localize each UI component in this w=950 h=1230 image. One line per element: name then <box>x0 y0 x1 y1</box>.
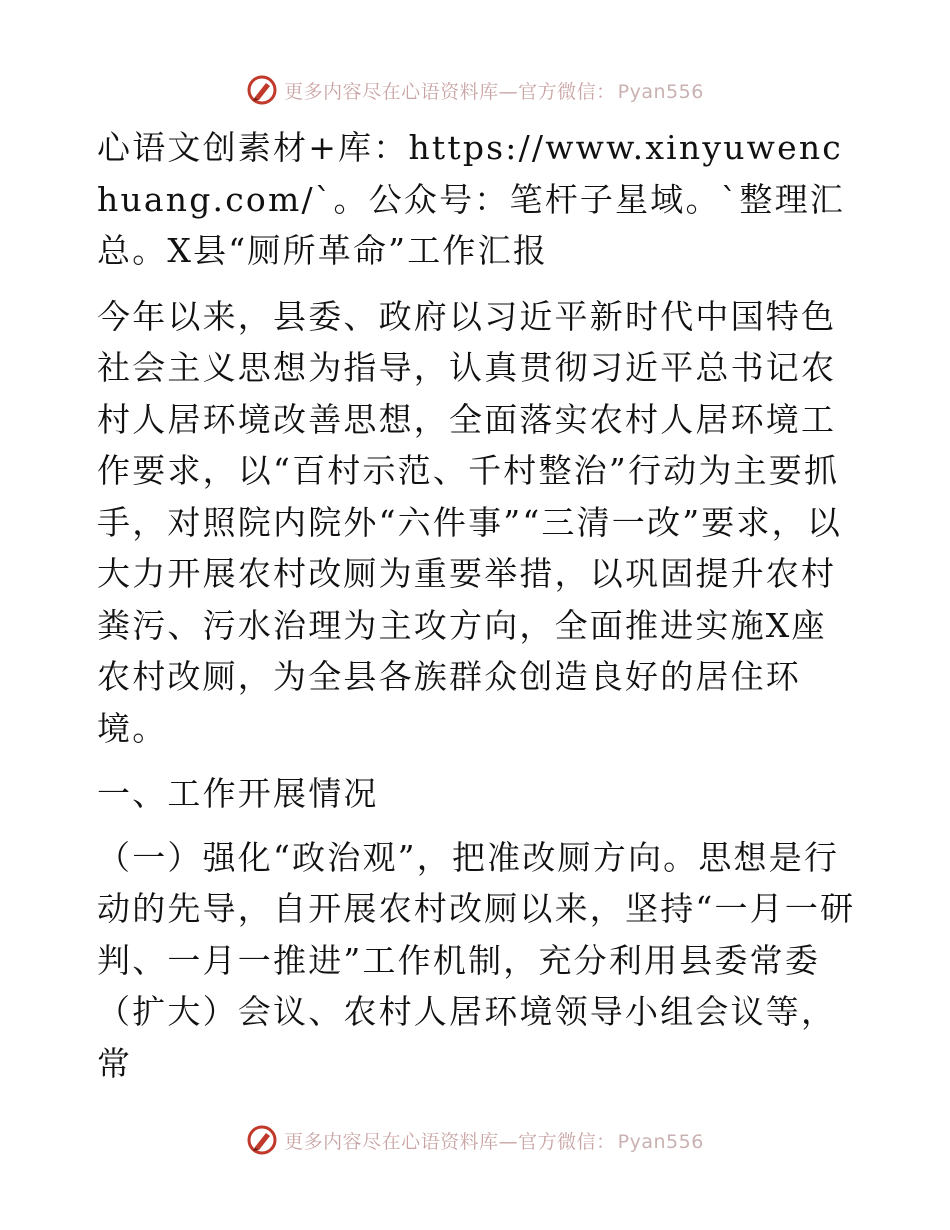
watermark-label: 更多内容尽在心语资料库—官方微信： <box>284 1130 616 1153</box>
watermark-header <box>0 70 950 110</box>
document-body <box>97 122 857 1103</box>
watermark-label: 更多内容尽在心语资料库—官方微信： <box>284 80 616 103</box>
watermark-wechat-id: Pyan556 <box>617 1130 704 1153</box>
pen-logo-icon <box>246 1124 278 1156</box>
section-heading: 一、工作开展情况 <box>97 774 379 813</box>
pen-logo-icon <box>246 74 278 106</box>
paragraph-intro: 今年以来，县委、政府以习近平新时代中国特色社会主义思想为指导，认真贯彻习近平总书记农村人居环境改善思想，全面落实农村人居环境工作要求，以“百村示范、千村整治”行动为主要抓手，对照院内院外“六件事”“三清一改”要求，以大力开展农村改厕为重要举措，以巩固提升农村粪污、污水治理为主攻方向，全面推进实施X座农村改厕，为全县各族群众创造良好的居住环境。 <box>97 296 843 748</box>
watermark-text <box>284 77 704 104</box>
watermark-text <box>284 1127 704 1154</box>
watermark-wechat-id: Pyan556 <box>617 80 704 103</box>
paragraph-section-1: （一）强化“政治观”，把准改厕方向。思想是行动的先导，自开展农村改厕以来，坚持“一月一研判、一月一推进”工作机制，充分利用县委常委（扩大）会议、农村人居环境领导小组会议等，常 <box>97 837 856 1083</box>
watermark-footer <box>0 1120 950 1160</box>
paragraph-title: 心语文创素材+库：https://www.xinyuwenchuang.com/`。公众号：笔杆子星域。`整理汇总。X县“厕所革命”工作汇报 <box>97 128 846 270</box>
